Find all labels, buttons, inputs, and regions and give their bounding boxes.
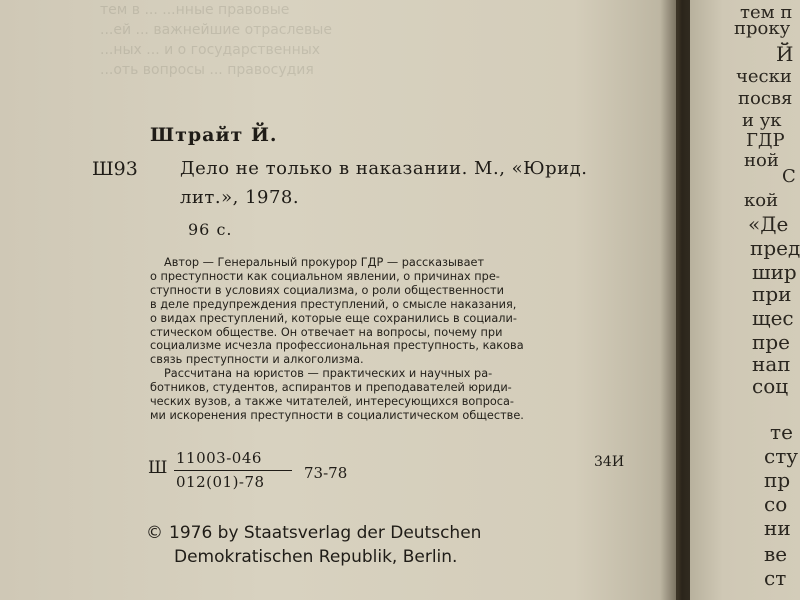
annotation-line: в деле предупреждения преступлений, о смысле наказания, — [150, 297, 517, 311]
right-page-fragment: Й — [776, 42, 794, 66]
right-page-fragment: пред — [750, 236, 800, 260]
right-page-fragment: соц — [752, 374, 789, 398]
right-page-fragment: шир — [752, 260, 797, 284]
annotation-line: связь преступности и алкоголизма. — [150, 353, 364, 367]
classification-denominator: 012(01)-78 — [176, 473, 265, 491]
audience-line: ческих вузов, а также читателей, интересующихся вопроса- — [150, 395, 514, 409]
fraction-divider — [174, 470, 292, 471]
right-page-fragment: те — [770, 420, 793, 444]
copyright-line2: Demokratischen Republik, Berlin. — [174, 547, 458, 567]
audience-line: ми искоренения преступности в социалистическом обществе. — [150, 408, 524, 422]
bbk-code: 34И — [594, 454, 625, 470]
annotation-line: о преступности как социальном явлении, о причинах пре- — [150, 269, 500, 283]
right-page-fragment: пре — [752, 330, 790, 354]
right-page-fragment: щес — [752, 306, 794, 330]
bleed-through-text — [100, 0, 560, 110]
right-page-fragment: ной — [744, 150, 779, 171]
page-count: 96 с. — [188, 220, 233, 239]
right-page-fragment: сту — [764, 444, 799, 468]
call-number: Ш93 — [92, 158, 138, 180]
right-page-fragment: тем п — [740, 2, 793, 23]
order-number: 73-78 — [304, 464, 348, 482]
annotation-line: о видах преступлений, которые еще сохранились в социали- — [150, 311, 517, 325]
right-page-fragment: при — [752, 282, 792, 306]
annotation-line: Автор — Генеральный прокурор ГДР — рассказывает — [164, 256, 485, 269]
right-page-fragment: нап — [752, 352, 791, 376]
ghost-line: тем в ... ...нные правовые — [100, 2, 290, 18]
copyright-line1 — [146, 523, 481, 543]
annotation-line: социализме исчезла профессиональная преступность, какова — [150, 339, 524, 353]
annotation-line: стическом обществе. Он отвечает на вопросы, почему при — [150, 325, 503, 339]
annotation-line: ступности в условиях социализма, о роли общественности — [150, 283, 504, 297]
right-page-fragment: ве — [764, 542, 788, 566]
book-title-line2: лит.», 1978. — [180, 187, 300, 208]
right-page — [690, 0, 800, 600]
right-page-fragment: ст — [764, 566, 787, 590]
classification-letter: Ш — [148, 458, 168, 478]
annotation-block — [150, 256, 630, 423]
right-page-fragment: со — [764, 492, 788, 516]
right-page-fragment: и ук — [742, 110, 782, 131]
right-page-fragment: чески — [736, 66, 792, 87]
ghost-line: ...ей ... важнейшие отраслевые — [100, 22, 332, 38]
classification-numerator: 11003-046 — [176, 449, 262, 467]
copyright-symbol: © — [146, 523, 163, 543]
copyright-text: 1976 by Staatsverlag der Deutschen — [169, 523, 482, 543]
audience-line: Рассчитана на юристов — практических и научных ра- — [164, 367, 493, 381]
audience-line: ботников, студентов, аспирантов и преподавателей юриди- — [150, 381, 512, 395]
ghost-line: ...ных ... и о государственных — [100, 42, 321, 58]
right-page-fragment: кой — [744, 190, 779, 211]
right-page-fragment: ни — [764, 516, 791, 540]
book-title-line1: Дело не только в наказании. М., «Юрид. — [180, 158, 588, 179]
right-page-fragment: проку — [734, 18, 791, 39]
right-page-fragment: ГДР — [746, 130, 785, 151]
ghost-line: ...оть вопросы ... правосудия — [100, 62, 314, 78]
author-name: Штрайт Й. — [150, 124, 278, 146]
right-page-fragment: «Де — [748, 212, 789, 236]
right-page-fragment: С — [782, 166, 796, 187]
right-page-fragment: пр — [764, 468, 791, 492]
right-page-fragment: посвя — [738, 88, 793, 109]
